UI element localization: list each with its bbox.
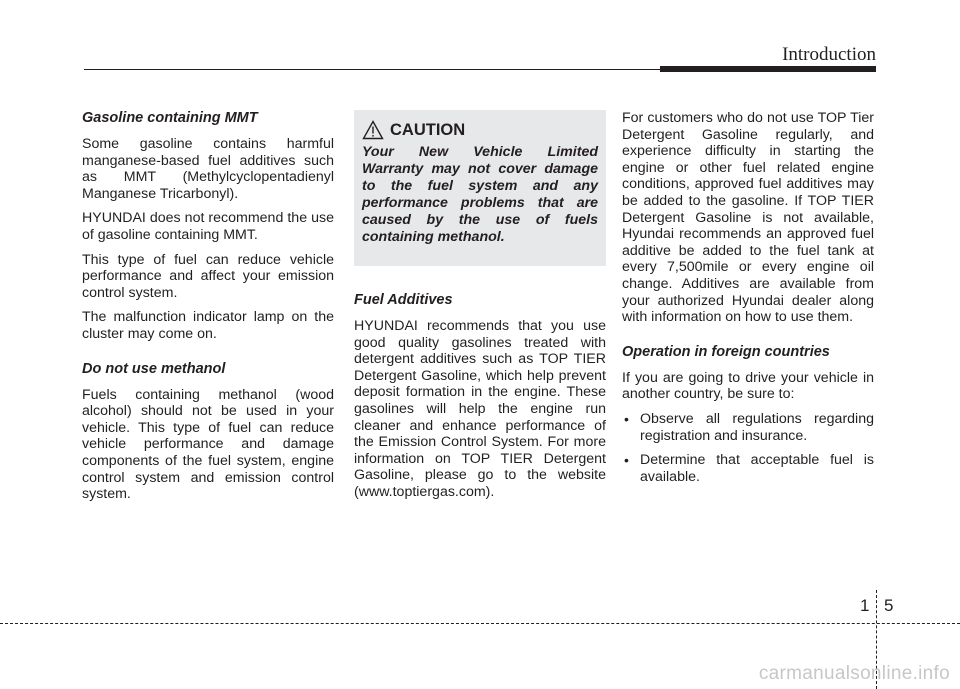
heading-gasoline-mmt: Gasoline containing MMT	[82, 110, 258, 126]
footer-rule	[0, 623, 960, 624]
page-section-title: Introduction	[782, 44, 876, 65]
list-item	[622, 411, 874, 444]
heading-do-not-use-methanol: Do not use methanol	[82, 360, 226, 377]
paragraph: Fuels containing methanol (wood alcohol) should not be used in your vehicle. This type of fuel can reduce vehicle performance and damage components of the fuel system, engine control system and emission control system.	[82, 386, 334, 503]
caution-text: Your New Vehicle Limited Warranty may not cover damage to the fuel system and any performance problems that are caused by the use of fuels containing methanol.	[362, 144, 598, 245]
paragraph: Some gasoline contains harmful manganese-based fuel additives such as MMT (Methylcyclopentadienyl Manganese Tricarbonyl).	[82, 136, 334, 202]
paragraph: For customers who do not use TOP Tier Detergent Gasoline regularly, and experience difficulty in starting the engine or other fuel related engine conditions, approved fuel additives may be added to the gasoline. If TOP TIER Detergent Gasoline is not available, Hyundai recommends an approved fuel additive be added to the fuel tank at every 7,500mile or every engine oil change. Additives are available from your authorized Hyundai dealer along with information on how to use them.	[622, 110, 874, 326]
list-item	[622, 452, 874, 485]
paragraph: If you are going to drive your vehicle in another country, be sure to:	[622, 369, 874, 403]
warning-triangle-icon	[362, 120, 384, 140]
bullet-list	[622, 411, 874, 485]
heading-fuel-additives: Fuel Additives	[354, 292, 453, 308]
heading-operation-foreign-countries: Operation in foreign countries	[622, 343, 830, 360]
paragraph: HYUNDAI does not recommend the use of gasoline containing MMT.	[82, 210, 334, 243]
column-left	[82, 110, 334, 511]
paragraph: HYUNDAI recommends that you use good quality gasolines treated with detergent additives such as TOP TIER Detergent Gasoline, which help prevent deposit formation in the engine. These gasolines will help the engine run cleaner and enhance performance of the Emission Control System. For more information on TOP TIER Detergent Gasoline, please go to the website (www.toptiergas.com).	[354, 318, 606, 500]
column-right	[622, 110, 874, 493]
bullet-dot-icon: •	[624, 452, 629, 469]
header-rule	[84, 69, 660, 70]
column-middle	[354, 110, 606, 509]
caution-box	[354, 110, 606, 266]
paragraph: The malfunction indicator lamp on the cluster may come on.	[82, 309, 334, 342]
chapter-number: 1	[860, 596, 870, 615]
caution-title: CAUTION	[390, 120, 466, 139]
watermark: carmanualsonline.info	[758, 663, 950, 684]
page-number: 5	[884, 596, 894, 615]
list-item-text: Determine that acceptable fuel is available.	[640, 452, 874, 485]
caution-header	[362, 120, 598, 140]
list-item-text: Observe all regulations regarding registration and insurance.	[640, 410, 874, 444]
header-rule-thick	[660, 66, 876, 72]
bullet-dot-icon: •	[624, 410, 629, 427]
paragraph: This type of fuel can reduce vehicle performance and affect your emission control system.	[82, 251, 334, 301]
